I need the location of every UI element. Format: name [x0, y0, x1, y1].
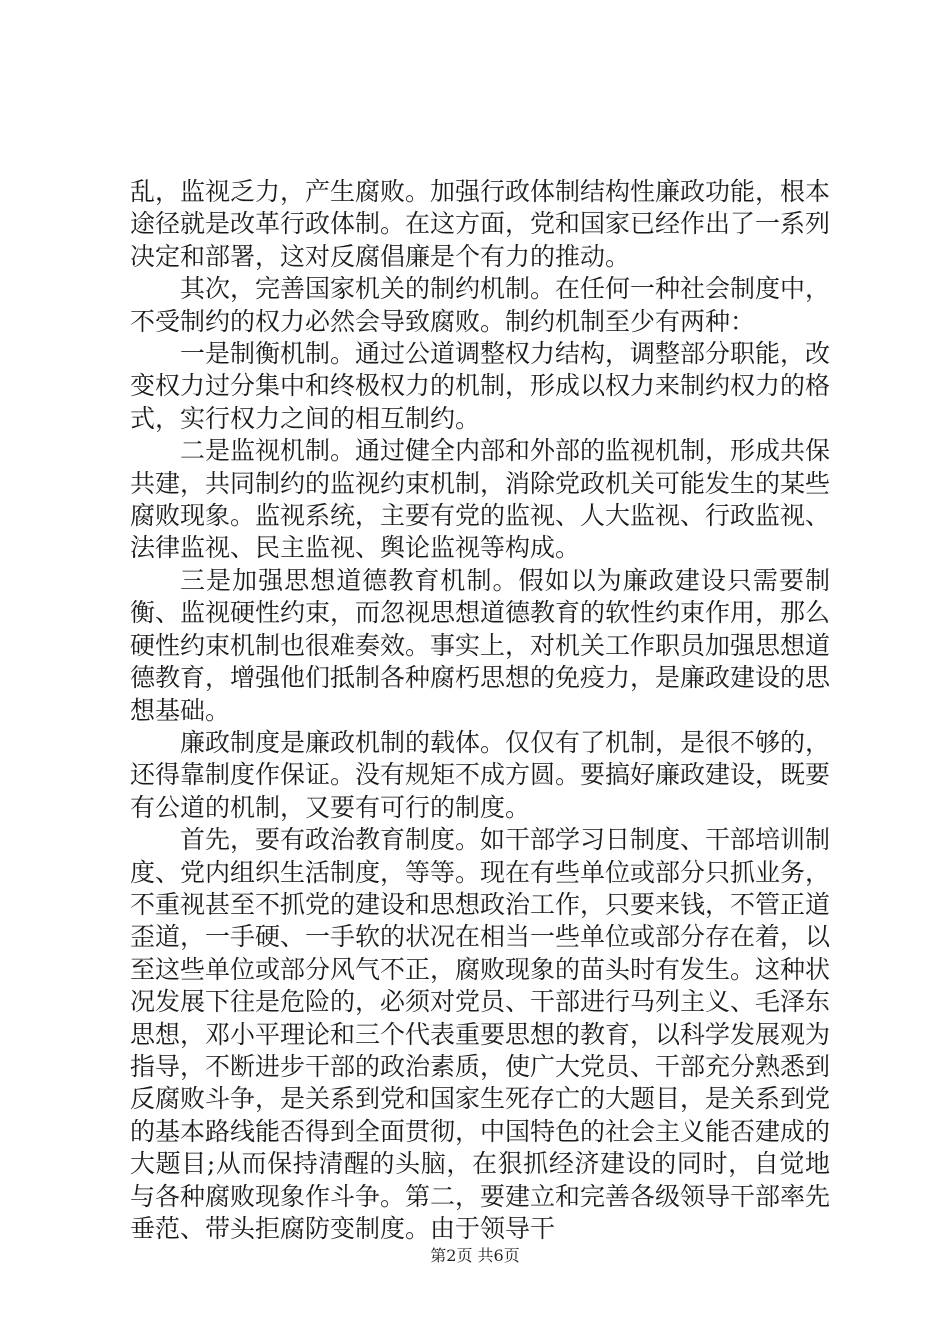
paragraph-7: 首先，要有政治教育制度。如干部学习日制度、干部培训制度、党内组织生活制度，等等。现在有些单位或部分只抓业务，不重视甚至不抓党的建设和思想政治工作，只要来钱，不管正道歪道，一手硬、一手软的状况在相当一些单位或部分存在着，以至这些单位或部分风气不正，腐败现象的苗头时有发生。这种状况发展下往是危险的，必须对党员、干部进行马列主义、毛泽东思想，邓小平理论和三个代表重要思想的教育，以科学发展观为指导，不断进步干部的政治素质，使广大党员、干部充分熟悉到反腐败斗争，是关系到党和国家生死存亡的大题目，是关系到党的基本路线能否得到全面贯彻，中国特色的社会主义能否建成的大题目;从而保持清醒的头脑，在狠抓经济建设的同时，自觉地与各种腐败现象作斗争。第二，要建立和完善各级领导干部率先垂范、带头拒腐防变制度。由于领导干 [130, 825, 831, 1243]
page-number-footer: 第2页 共6页 [430, 1246, 520, 1265]
paragraph-2: 其次，完善国家机关的制约机制。在任何一种社会制度中，不受制约的权力必然会导致腐败。制约机制至少有两种： [130, 274, 831, 336]
paragraph-1: 乱，监视乏力，产生腐败。加强行政体制结构性廉政功能，根本途径就是改革行政体制。在这方面，党和国家已经作出了一系列决定和部署，这对反腐倡廉是个有力的推动。 [130, 177, 831, 271]
paragraph-6: 廉政制度是廉政机制的载体。仅仅有了机制，是很不够的，还得靠制度作保证。没有规矩不成方圆。要搞好廉政建设，既要有公道的机制，又要有可行的制度。 [130, 727, 831, 822]
paragraph-5: 三是加强思想道德教育机制。假如以为廉政建设只需要制衡、监视硬性约束，而忽视思想道德教育的软性约束作用，那么硬性约束机制也很难奏效。事实上，对机关工作职员加强思想道德教育，增强他们抵制各种腐朽思想的免疫力，是廉政建设的思想基础。 [130, 565, 831, 725]
document-body [130, 176, 830, 1245]
paragraph-3: 一是制衡机制。通过公道调整权力结构，调整部分职能，改变权力过分集中和终极权力的机制，形成以权力来制约权力的格式，实行权力之间的相互制约。 [130, 339, 831, 433]
paragraph-4: 二是监视机制。通过健全内部和外部的监视机制，形成共保共建，共同制约的监视约束机制，消除党政机关可能发生的某些腐败现象。监视系统，主要有党的监视、人大监视、行政监视、法律监视、民主监视、舆论监视等构成。 [130, 436, 831, 563]
